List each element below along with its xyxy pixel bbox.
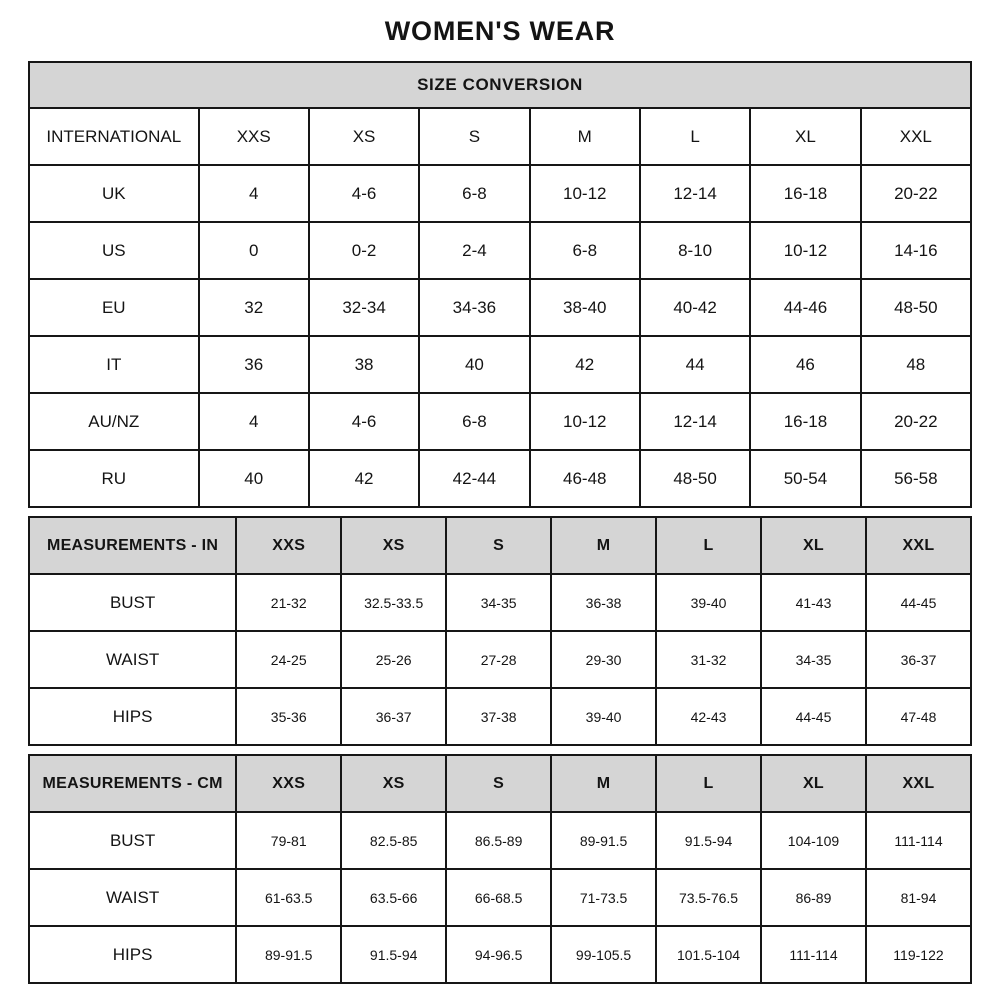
size_conversion-value-cell: 42 — [309, 450, 419, 507]
measurements_cm-value-cell: 86.5-89 — [446, 812, 551, 869]
measurements_cm-value-cell: 89-91.5 — [236, 926, 341, 983]
table-row — [29, 631, 971, 688]
size_conversion-value-cell: 12-14 — [640, 165, 750, 222]
measurements_cm-value-cell: 94-96.5 — [446, 926, 551, 983]
measurements_in-row-label: WAIST — [29, 631, 236, 688]
measurements_cm-value-cell: 99-105.5 — [551, 926, 656, 983]
table-row — [29, 450, 971, 507]
size_conversion-banner-title: SIZE CONVERSION — [29, 62, 971, 108]
size_conversion-value-cell: 4-6 — [309, 165, 419, 222]
size_conversion-corner-header: INTERNATIONAL — [29, 108, 199, 165]
size_conversion-value-cell: 44-46 — [750, 279, 860, 336]
measurements_cm-value-cell: 101.5-104 — [656, 926, 761, 983]
measurements_in-value-cell: 24-25 — [236, 631, 341, 688]
size_conversion-value-cell: 16-18 — [750, 165, 860, 222]
measurements_in-size-header: M — [551, 517, 656, 574]
table-row — [29, 574, 971, 631]
measurements_in-value-cell: 25-26 — [341, 631, 446, 688]
size_conversion-row-label: US — [29, 222, 199, 279]
measurements_cm-size-header: XXS — [236, 755, 341, 812]
size_conversion-size-header: XS — [309, 108, 419, 165]
size_conversion-value-cell: 44 — [640, 336, 750, 393]
size_conversion-value-cell: 4 — [199, 393, 309, 450]
measurements_cm-value-cell: 81-94 — [866, 869, 971, 926]
size_conversion-value-cell: 2-4 — [419, 222, 529, 279]
size_conversion-value-cell: 40 — [419, 336, 529, 393]
measurements_in-size-header: L — [656, 517, 761, 574]
measurements_in-value-cell: 34-35 — [446, 574, 551, 631]
size_conversion-value-cell: 40-42 — [640, 279, 750, 336]
measurements_cm-value-cell: 66-68.5 — [446, 869, 551, 926]
size_conversion-value-cell: 56-58 — [861, 450, 971, 507]
measurements_in-row-label: HIPS — [29, 688, 236, 745]
size_conversion-value-cell: 6-8 — [419, 393, 529, 450]
measurements_cm-row-label: WAIST — [29, 869, 236, 926]
measurements_in-value-cell: 44-45 — [761, 688, 866, 745]
size_conversion-value-cell: 34-36 — [419, 279, 529, 336]
measurements_cm-size-header: M — [551, 755, 656, 812]
measurements_cm-size-header: XXL — [866, 755, 971, 812]
measurements_cm-row-label: BUST — [29, 812, 236, 869]
measurements_in-value-cell: 34-35 — [761, 631, 866, 688]
table-row — [29, 336, 971, 393]
measurements_in-value-cell: 35-36 — [236, 688, 341, 745]
measurements_in-size-header: XL — [761, 517, 866, 574]
measurements_in-row-label: BUST — [29, 574, 236, 631]
measurements_cm-corner-header: MEASUREMENTS - CM — [29, 755, 236, 812]
size_conversion-value-cell: 36 — [199, 336, 309, 393]
measurements_in-value-cell: 39-40 — [656, 574, 761, 631]
measurements_in-value-cell: 42-43 — [656, 688, 761, 745]
size_conversion-row-label: EU — [29, 279, 199, 336]
measurements_in-value-cell: 36-37 — [866, 631, 971, 688]
size_conversion-value-cell: 20-22 — [861, 393, 971, 450]
size_conversion-value-cell: 38-40 — [530, 279, 640, 336]
size_conversion-value-cell: 20-22 — [861, 165, 971, 222]
size_conversion-size-header: M — [530, 108, 640, 165]
measurements_in-value-cell: 21-32 — [236, 574, 341, 631]
size_conversion-value-cell: 48-50 — [640, 450, 750, 507]
page-title: WOMEN'S WEAR — [384, 16, 616, 46]
measurements_cm-value-cell: 91.5-94 — [341, 926, 446, 983]
size-conversion-table — [28, 61, 972, 508]
size_conversion-size-header: XXS — [199, 108, 309, 165]
measurements_in-value-cell: 36-38 — [551, 574, 656, 631]
measurements_cm-value-cell: 86-89 — [761, 869, 866, 926]
measurements_in-size-header: XXS — [236, 517, 341, 574]
size_conversion-value-cell: 16-18 — [750, 393, 860, 450]
size_conversion-value-cell: 10-12 — [750, 222, 860, 279]
size_conversion-value-cell: 50-54 — [750, 450, 860, 507]
measurements_cm-value-cell: 82.5-85 — [341, 812, 446, 869]
measurements_cm-value-cell: 104-109 — [761, 812, 866, 869]
table-row — [29, 279, 971, 336]
measurements_in-corner-header: MEASUREMENTS - IN — [29, 517, 236, 574]
size_conversion-value-cell: 4-6 — [309, 393, 419, 450]
measurements_in-size-header: XXL — [866, 517, 971, 574]
size_conversion-value-cell: 6-8 — [419, 165, 529, 222]
measurements_cm-value-cell: 71-73.5 — [551, 869, 656, 926]
size_conversion-value-cell: 0-2 — [309, 222, 419, 279]
size_conversion-row-label: IT — [29, 336, 199, 393]
size_conversion-value-cell: 32 — [199, 279, 309, 336]
table-row — [29, 926, 971, 983]
size_conversion-value-cell: 42-44 — [419, 450, 529, 507]
measurements_cm-value-cell: 63.5-66 — [341, 869, 446, 926]
table-row — [29, 222, 971, 279]
measurements_in-value-cell: 37-38 — [446, 688, 551, 745]
size_conversion-value-cell: 0 — [199, 222, 309, 279]
measurements_in-size-header: XS — [341, 517, 446, 574]
measurements_cm-value-cell: 61-63.5 — [236, 869, 341, 926]
measurements_in-size-header: S — [446, 517, 551, 574]
size_conversion-header-row — [29, 108, 971, 165]
table-row — [29, 869, 971, 926]
measurements_cm-value-cell: 111-114 — [761, 926, 866, 983]
measurements_in-value-cell: 36-37 — [341, 688, 446, 745]
size_conversion-value-cell: 46 — [750, 336, 860, 393]
size_conversion-value-cell: 8-10 — [640, 222, 750, 279]
measurements_cm-row-label: HIPS — [29, 926, 236, 983]
measurements_cm-value-cell: 119-122 — [866, 926, 971, 983]
size_conversion-banner-row — [29, 62, 971, 108]
measurements-cm-table — [28, 754, 972, 984]
measurements_in-value-cell: 39-40 — [551, 688, 656, 745]
measurements_in-value-cell: 47-48 — [866, 688, 971, 745]
measurements_cm-value-cell: 79-81 — [236, 812, 341, 869]
measurements_cm-value-cell: 111-114 — [866, 812, 971, 869]
size_conversion-row-label: RU — [29, 450, 199, 507]
measurements_cm-size-header: XS — [341, 755, 446, 812]
table-row — [29, 688, 971, 745]
size_conversion-value-cell: 32-34 — [309, 279, 419, 336]
size_conversion-row-label: UK — [29, 165, 199, 222]
size_conversion-value-cell: 14-16 — [861, 222, 971, 279]
table-row — [29, 812, 971, 869]
size_conversion-value-cell: 10-12 — [530, 393, 640, 450]
measurements_in-value-cell: 41-43 — [761, 574, 866, 631]
size_conversion-size-header: L — [640, 108, 750, 165]
measurements_cm-value-cell: 89-91.5 — [551, 812, 656, 869]
measurements_cm-size-header: XL — [761, 755, 866, 812]
size_conversion-size-header: XXL — [861, 108, 971, 165]
size_conversion-size-header: S — [419, 108, 529, 165]
measurements-in-table — [28, 516, 972, 746]
table-row — [29, 393, 971, 450]
size_conversion-row-label: AU/NZ — [29, 393, 199, 450]
measurements_cm-value-cell: 73.5-76.5 — [656, 869, 761, 926]
size_conversion-value-cell: 10-12 — [530, 165, 640, 222]
measurements_cm-size-header: L — [656, 755, 761, 812]
measurements_in-value-cell: 31-32 — [656, 631, 761, 688]
size_conversion-value-cell: 6-8 — [530, 222, 640, 279]
size_conversion-value-cell: 38 — [309, 336, 419, 393]
table-row — [29, 165, 971, 222]
measurements_in-value-cell: 44-45 — [866, 574, 971, 631]
size_conversion-size-header: XL — [750, 108, 860, 165]
measurements_cm-header-row — [29, 755, 971, 812]
size_conversion-value-cell: 48-50 — [861, 279, 971, 336]
measurements_in-value-cell: 32.5-33.5 — [341, 574, 446, 631]
size_conversion-value-cell: 42 — [530, 336, 640, 393]
size_conversion-value-cell: 12-14 — [640, 393, 750, 450]
measurements_in-header-row — [29, 517, 971, 574]
measurements_cm-value-cell: 91.5-94 — [656, 812, 761, 869]
measurements_in-value-cell: 27-28 — [446, 631, 551, 688]
measurements_cm-size-header: S — [446, 755, 551, 812]
size_conversion-value-cell: 46-48 — [530, 450, 640, 507]
measurements_in-value-cell: 29-30 — [551, 631, 656, 688]
size_conversion-value-cell: 40 — [199, 450, 309, 507]
size_conversion-value-cell: 4 — [199, 165, 309, 222]
size_conversion-value-cell: 48 — [861, 336, 971, 393]
